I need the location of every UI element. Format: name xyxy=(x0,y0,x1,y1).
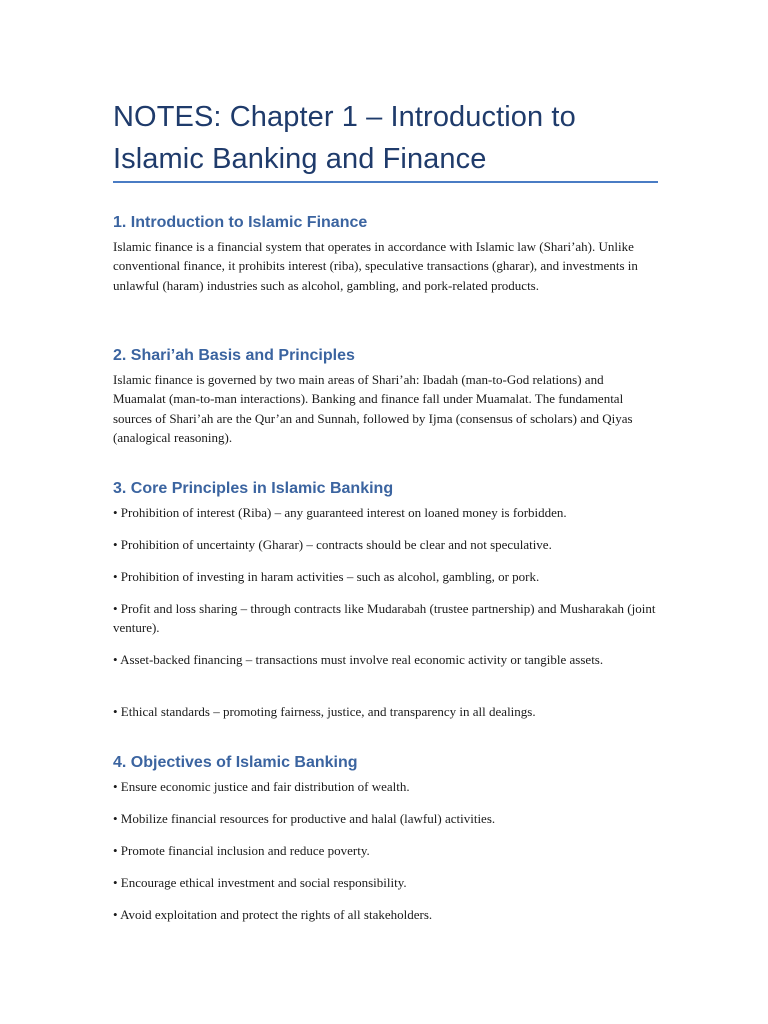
list-item: • Prohibition of uncertainty (Gharar) – contracts should be clear and not speculative. xyxy=(113,537,552,552)
title-underline-rule xyxy=(113,181,658,183)
list-item: • Avoid exploitation and protect the rights of all stakeholders. xyxy=(113,907,433,922)
list-item: • Prohibition of interest (Riba) – any guaranteed interest on loaned money is forbidden. xyxy=(113,505,567,520)
section-heading-objectives: 4. Objectives of Islamic Banking xyxy=(113,754,358,771)
list-item: • Ensure economic justice and fair distribution of wealth. xyxy=(113,779,410,794)
list-item: • Encourage ethical investment and social responsibility. xyxy=(113,875,407,890)
list-item: • Prohibition of investing in haram activities – such as alcohol, gambling, or pork. xyxy=(113,569,540,584)
section-heading-core-principles: 3. Core Principles in Islamic Banking xyxy=(113,480,394,497)
list-item: • Ethical standards – promoting fairness, justice, and transparency in all dealings. xyxy=(113,704,536,719)
list-item: • Profit and loss sharing – through contracts like Mudarabah (trustee partnership) and Musharakah (joint venture). xyxy=(113,601,656,636)
list-item: • Mobilize financial resources for productive and halal (lawful) activities. xyxy=(113,811,496,826)
section-body-introduction: Islamic finance is a financial system that operates in accordance with Islamic law (Shari’ah). Unlike conventional finance, it prohibits interest (riba), speculative transactions (gharar), and investments in unlawful (haram) industries such as alcohol, gambling, and pork-related products. xyxy=(113,239,638,293)
list-item: • Promote financial inclusion and reduce poverty. xyxy=(113,843,370,858)
section-body-shariah-basis: Islamic finance is governed by two main areas of Shari’ah: Ibadah (man-to-God relations) and Muamalat (man-to-man interactions). Banking and finance fall under Muamalat. The fundamental sources of Shari’ah are the Qur’an and Sunnah, followed by Ijma (consensus of scholars) and Qiyas (analogical reasoning). xyxy=(113,372,633,445)
section-heading-introduction: 1. Introduction to Islamic Finance xyxy=(113,214,368,231)
document-title: NOTES: Chapter 1 – Introduction to Islamic Banking and Finance xyxy=(113,101,576,175)
list-item: • Asset-backed financing – transactions must involve real economic activity or tangible assets. xyxy=(113,652,604,667)
section-heading-shariah-basis: 2. Shari’ah Basis and Principles xyxy=(113,347,355,364)
